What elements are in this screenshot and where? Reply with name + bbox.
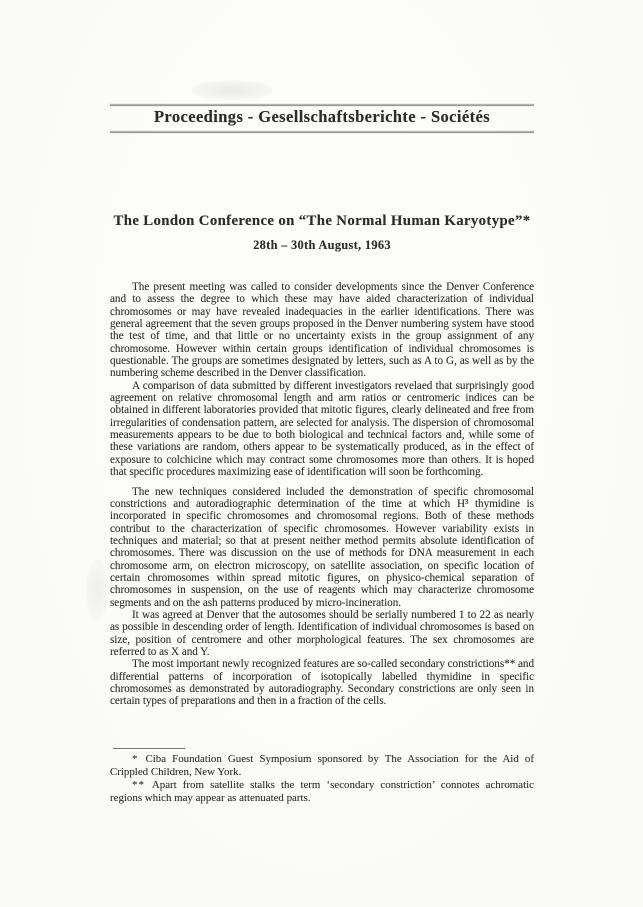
header-divider-top [110, 104, 534, 106]
footnote-text: Apart from satellite stalks the term ‘secondary constriction’ connotes achromatic regions which may appear as attenuated parts. [110, 778, 534, 804]
paragraph: It was agreed at Denver that the autosomes should be serially numbered 1 to 22 as nearly as possible in descending order of length. Identification of individual chromosomes is based on size, position of centromere and other morphological features. The sex chromosomes are referred to as X and Y. [110, 608, 534, 658]
article-date: 28th – 30th August, 1963 [253, 238, 391, 252]
footnote [110, 753, 534, 779]
paragraph: The most important newly recognized features are so-called secondary constrictions** and differential patterns of incorporation of isotopically labelled thymidine in specific chromosomes as demonstrated by autoradiography. Secondary constrictions are only seen in certain types of preparations and then in a fraction of the cells. [110, 658, 534, 708]
footnote-marker: * [132, 753, 139, 765]
footnote [110, 779, 534, 805]
footnotes [110, 753, 534, 805]
article-body [110, 281, 534, 708]
footnote-text: Ciba Foundation Guest Symposium sponsored by The Association for the Aid of Crippled Children, New York. [110, 753, 534, 778]
header-divider-bottom [110, 131, 534, 133]
scan-smudge [86, 560, 108, 620]
footnote-divider [113, 748, 185, 749]
scan-smudge [192, 80, 272, 100]
paragraph: The new techniques considered included the demonstration of specific chromosomal constrictions and autoradiographic determination of the time at which H³ thymidine is incorporated in specific chromosomes and chromosomal regions. Both of these methods contribut to the characterization of specific chromosomes. However variability exists in techniques and material; so that at present neither method permits absolute identification of chromosomes. There was discussion on the use of methods for DNA measurement in each chromosome arm, on electron microscopy, on satellite association, on specific location of certain chromosomes within spread mitotic figures, on physico-chemical separation of chromosomes in suspension, on the use of reagents which may characterize chromosome segments and on the ash patterns produced by micro-incineration. [110, 485, 534, 609]
paragraph: A comparison of data submitted by different investigators revelaed that surprisingly good agreement on relative chromosomal length and arm ratios or centromeric indices can be obtained in different laboratories provided that mitotic figures, clearly delineated and free from irregularities of condensation pattern, are selected for analysis. The dispersion of chromosomal measurements appears to be due to both biological and technical factors and, while some of these variations are random, others appear to be systematically produced, as in the effect of exposure to colchicine which may contract some chromosomes more than others. It is hoped that specific procedures maximizing ease of identification will soon be forthcoming. [110, 379, 534, 479]
footnote-marker: ** [132, 778, 145, 791]
journal-header: Proceedings - Gesellschaftsberichte - Sociétés [153, 107, 491, 126]
paragraph: The present meeting was called to consider developments since the Denver Conference and to assess the degree to which these may have aided characterization of individual chromosomes or may have revealed inadequacies in the earlier identifications. There was general agreement that the seven groups proposed in the Denver numbering system have stood the test of time, and that little or no uncertainty exists in the group assignment of any chromosome. However within certain groups identification of individual chromosomes is questionable. The groups are sometimes designated by letters, such as A to G, as well as by the numbering scheme described in the Denver classification. [110, 281, 534, 380]
article-title: The London Conference on “The Normal Human Karyotype”* [113, 213, 531, 229]
